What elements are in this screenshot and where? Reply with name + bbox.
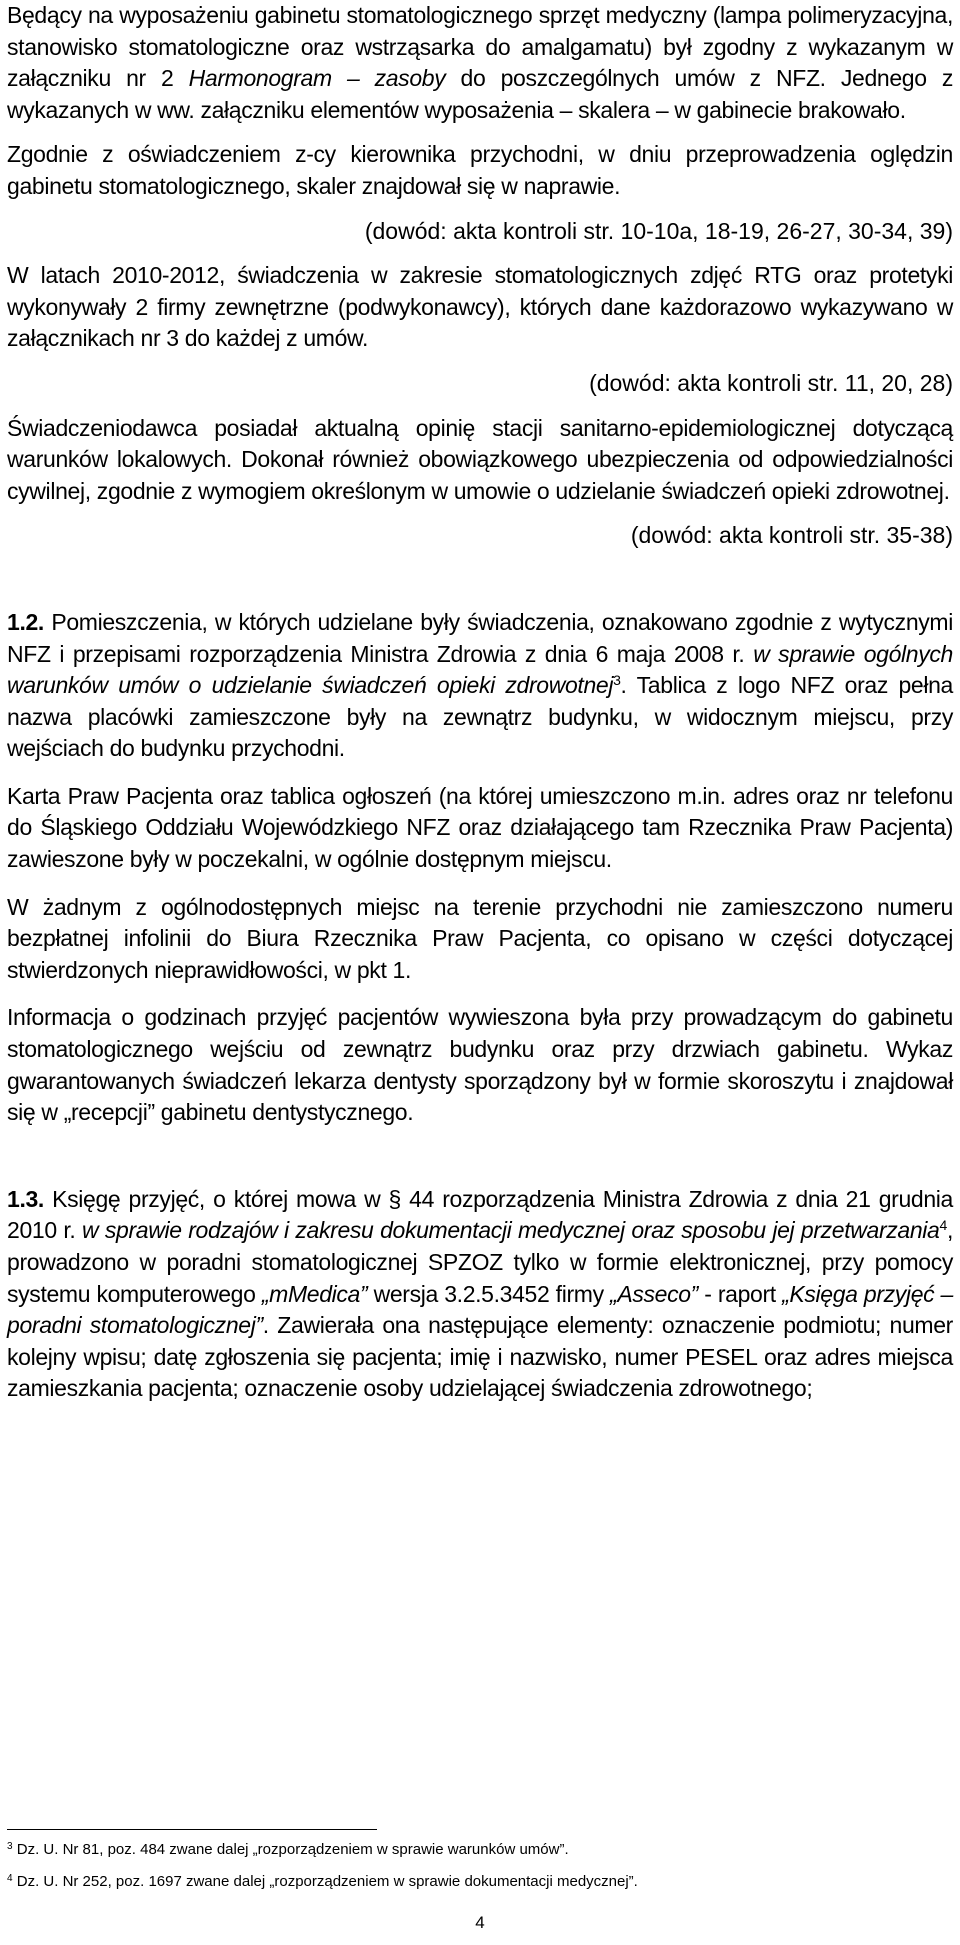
regulation-title: w sprawie ogólnych warunków umów o udzielanie świadczeń opieki zdrowotnej [7, 640, 953, 699]
footnote-4: $^4$ Dz. U. Nr 252, poz. 1697 zwane dalej „rozporządzeniem w sprawie dokumentacji medycznej”. [7, 1873, 638, 1890]
paragraph-subcontractors: W latach 2010-2012, świadczenia w zakresie stomatologicznych zdjęć RTG oraz protetyki wykonywały 2 firmy zewnętrzne (podwykonawcy), których dane każdorazowo wykazywano w załącznikach nr 3 do każdej z umów. [7, 262, 953, 352]
evidence-reference-3: (dowód: akta kontroli str. 35-38) [630, 522, 953, 549]
section-number: 1.3. [7, 1185, 44, 1212]
evidence-reference-1: (dowód: akta kontroli str. 10-10a, 18-19, 26-27, 30-34, 39) [364, 217, 953, 244]
evidence-reference-2: (dowód: akta kontroli str. 11, 20, 28) [589, 369, 953, 396]
footnote-3: $^3$ Dz. U. Nr 81, poz. 484 zwane dalej „rozporządzeniem w sprawie warunków umów”. [7, 1841, 569, 1858]
paragraph-scaler: Zgodnie z oświadczeniem z-cy kierownika przychodni, w dniu przeprowadzenia oględzin gabinetu stomatologicznego, skaler znajdował się w naprawie. [7, 141, 953, 199]
section-number: 1.2. [7, 608, 44, 635]
page-number: 4 [475, 1913, 485, 1932]
footnote-mark: 3 [613, 672, 621, 689]
paragraph-patient-rights: Karta Praw Pacjenta oraz tablica ogłoszeń (na której umieszczono m.in. adres oraz nr telefonu do Śląskiego Oddziału Wojewódzkiego NFZ oraz działającego tam Rzecznika Praw Pacjenta) zawieszone były w poczekalni, w ogólnie dostępnym miejscu. [7, 782, 953, 873]
footnote-mark: 4 [939, 1217, 947, 1234]
paragraph-opening-hours: Informacja o godzinach przyjęć pacjentów wywieszona była przy prowadzącym do gabinetu stomatologicznego wejściu od zewnątrz budynku oraz przy drzwiach gabinetu. Wykaz gwarantowanych świadczeń lekarza dentysty sporządzony był w formie skoroszytu i znajdował się w „recepcji” gabinetu dentystycznego. [7, 1004, 953, 1126]
footnote-separator [7, 1829, 377, 1830]
section-1-3: 1.3. Księgę przyjęć, o której mowa w § 44 rozporządzenia Ministra Zdrowia z dnia 21 grudnia 2010 r. w sprawie rodzajów i zakresu dokumentacji medycznej oraz sposobu jej przetwarzania$^4$, prowadzono w poradni stomatologicznej SPZOZ tylko w formie elektronicznej, przy pomocy systemu komputerowego „mMedica” wersja 3.2.5.3452 firmy „Asseco” - raport „Księga przyjęć – poradni stomatologicznej”. Zawierała ona następujące elementy: oznaczenie podmiotu; numer kolejny wpisu; datę zgłoszenia się pacjenta; imię i nazwisko, numer PESEL oraz adres miejsca zamieszkania pacjenta; oznaczenie osoby udzielającej świadczenia zdrowotnego; [7, 1185, 953, 1402]
regulation-title: w sprawie rodzajów i zakresu dokumentacji medycznej oraz sposobu jej przetwarzania [82, 1217, 940, 1244]
paragraph-helpline: W żadnym z ogólnodostępnych miejsc na terenie przychodni nie zamieszczono numeru bezpłatnej infolinii do Biura Rzecznika Praw Pacjenta, co opisano w części dotyczącej stwierdzonych nieprawidłowości, w pkt 1. [7, 893, 953, 983]
paragraph-equipment-italic: Harmonogram – zasoby [188, 65, 446, 92]
document-body [7, 0, 953, 1405]
footnotes [7, 1829, 953, 1904]
paragraph-sanitary-opinion: Świadczeniodawca posiadał aktualną opinię stacji sanitarno-epidemiologicznej dotyczącą warunków lokalowych. Dokonał również obowiązkowego ubezpieczenia od odpowiedzialności cywilnej, zgodnie z wymogiem określonym w umowie o udzielanie świadczeń opieki zdrowotnej. [7, 414, 953, 504]
paragraph-equipment: Będący na wyposażeniu gabinetu stomatologicznego sprzęt medyczny (lampa polimeryzacyjna, stanowisko stomatologiczne oraz wstrząsarka do amalgamatu) był zgodny z wykazanym w załączniku nr 2 Harmonogram – zasoby do poszczególnych umów z NFZ. Jednego z wykazanych w ww. załączniku elementów wyposażenia – skalera – w gabinecie brakowało. [7, 2, 953, 123]
section-1-2: 1.2. Pomieszczenia, w których udzielane były świadczenia, oznakowano zgodnie z wytycznymi NFZ i przepisami rozporządzenia Ministra Zdrowia z dnia 6 maja 2008 r. w sprawie ogólnych warunków umów o udzielanie świadczeń opieki zdrowotnej$^3$. Tablica z logo NFZ oraz pełna nazwa placówki zamieszczone były na zewnątrz budynku, w widocznym miejscu, przy wejściach do budynku przychodni. [7, 608, 953, 762]
